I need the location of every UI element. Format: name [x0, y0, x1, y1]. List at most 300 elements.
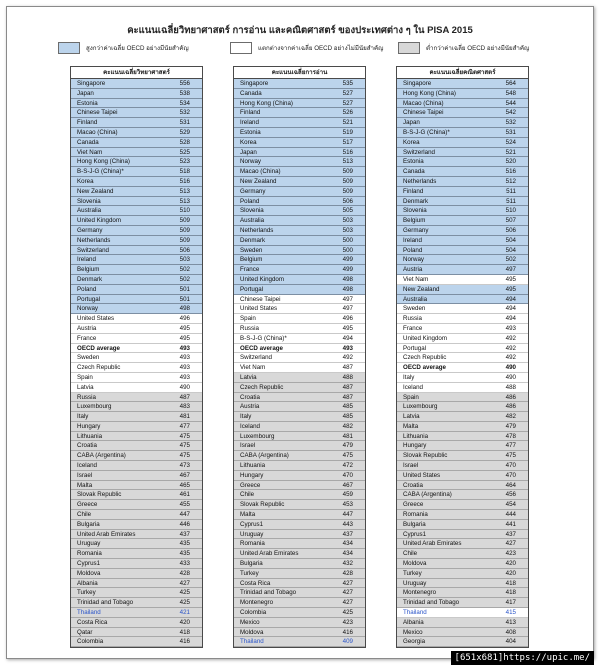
score-value: 404 [505, 638, 516, 646]
table-row [234, 383, 365, 393]
table-row [71, 539, 202, 549]
table-row [397, 138, 528, 148]
country-name: Moldova [77, 569, 101, 577]
country-name: Uruguay [240, 530, 264, 538]
score-value: 495 [342, 324, 353, 332]
country-name: Malta [403, 422, 419, 430]
score-value: 475 [505, 452, 516, 460]
country-name: Denmark [403, 197, 429, 205]
score-value: 454 [505, 501, 516, 509]
score-value: 506 [342, 197, 353, 205]
country-name: Ireland [77, 256, 96, 264]
country-name: Luxembourg [403, 403, 438, 411]
table-row [397, 461, 528, 471]
legend-label-above: สูงกว่าค่าเฉลี่ย OECD อย่างมีนัยสำคัญ [86, 45, 189, 52]
country-name: Australia [240, 217, 265, 225]
table-row [71, 549, 202, 559]
score-value: 417 [505, 599, 516, 607]
table-row [397, 451, 528, 461]
table-row [234, 118, 365, 128]
table-row [397, 79, 528, 89]
country-name: New Zealand [240, 177, 277, 185]
table-row [397, 373, 528, 383]
country-name: Belgium [240, 256, 263, 264]
country-name: CABA (Argentina) [403, 491, 452, 499]
table-row [397, 481, 528, 491]
table-row [71, 441, 202, 451]
table-row [397, 383, 528, 393]
score-value: 423 [505, 550, 516, 558]
country-name: Croatia [77, 442, 97, 450]
score-value: 427 [179, 579, 190, 587]
country-name: Singapore [77, 80, 106, 87]
country-name: B-S-J-G (China)* [77, 168, 124, 176]
table-row [397, 334, 528, 344]
table-row [71, 530, 202, 540]
country-name: Trinidad and Tobago [403, 599, 460, 607]
country-name: Greece [240, 481, 261, 489]
score-value: 503 [342, 226, 353, 234]
score-value: 490 [505, 364, 516, 372]
country-name: Canada [403, 168, 425, 176]
table-row [71, 324, 202, 334]
score-value: 456 [505, 491, 516, 499]
country-name: Switzerland [240, 354, 272, 362]
table-row [71, 520, 202, 530]
score-value: 475 [179, 442, 190, 450]
country-name: Korea [403, 138, 420, 146]
score-value: 481 [342, 432, 353, 440]
country-name: Costa Rica [240, 579, 271, 587]
score-value: 494 [505, 305, 516, 313]
table-row [397, 510, 528, 520]
table-row [234, 559, 365, 569]
country-name: Iceland [77, 462, 97, 470]
table-row [234, 167, 365, 177]
country-name: Netherlands [240, 226, 274, 234]
score-value: 425 [342, 609, 353, 617]
score-value: 498 [342, 285, 353, 293]
table-row [234, 441, 365, 451]
table-row [397, 569, 528, 579]
country-name: Chinese Taipei [77, 109, 118, 117]
table-row [397, 579, 528, 589]
country-name: Russia [403, 315, 422, 323]
table-row [397, 520, 528, 530]
score-value: 427 [342, 589, 353, 597]
table-row [71, 128, 202, 138]
score-value: 495 [179, 324, 190, 332]
score-value: 529 [179, 128, 190, 136]
country-name: United States [240, 305, 278, 313]
table-row [234, 128, 365, 138]
score-value: 487 [179, 393, 190, 401]
score-value: 420 [505, 569, 516, 577]
table-row [397, 197, 528, 207]
table-row [71, 422, 202, 432]
score-value: 521 [505, 148, 516, 156]
country-name: Czech Republic [240, 383, 284, 391]
score-value: 477 [179, 422, 190, 430]
table-row [397, 206, 528, 216]
country-name: Viet Nam [403, 275, 429, 283]
table-row [234, 226, 365, 236]
legend-swatch-below [398, 42, 420, 54]
score-value: 493 [179, 354, 190, 362]
score-value: 511 [506, 187, 516, 195]
country-name: Viet Nam [77, 148, 103, 156]
country-name: Romania [240, 540, 265, 548]
country-name: Korea [77, 177, 94, 185]
score-value: 475 [179, 452, 190, 460]
table-row [397, 608, 528, 618]
country-name: United Arab Emirates [240, 550, 299, 558]
country-name: Uruguay [77, 540, 101, 548]
table-row [71, 285, 202, 295]
table-row [397, 295, 528, 305]
legend [0, 42, 600, 54]
country-name: Bulgaria [240, 560, 263, 568]
country-name: Macao (China) [77, 128, 118, 136]
score-value: 425 [179, 599, 190, 607]
table-row [71, 412, 202, 422]
score-value: 505 [342, 207, 353, 215]
score-value: 497 [342, 295, 353, 303]
table-row [71, 432, 202, 442]
table-row [234, 412, 365, 422]
score-value: 510 [505, 207, 516, 215]
score-value: 461 [179, 491, 190, 499]
score-value: 465 [179, 481, 190, 489]
country-name: Israel [77, 471, 93, 479]
score-value: 427 [342, 579, 353, 587]
country-name: Chinese Taipei [240, 295, 281, 303]
country-name: Netherlands [403, 177, 437, 185]
country-name: Germany [77, 226, 103, 234]
country-name: Italy [403, 373, 415, 381]
table-row [234, 89, 365, 99]
country-name: Macao (China) [403, 99, 444, 107]
country-name: Estonia [240, 128, 261, 136]
score-value: 506 [179, 246, 190, 254]
table-row [397, 99, 528, 109]
score-value: 493 [505, 324, 516, 332]
country-name: Austria [77, 324, 97, 332]
table-row [234, 402, 365, 412]
score-value: 516 [179, 177, 190, 185]
table-row [71, 481, 202, 491]
country-name: Portugal [240, 285, 264, 293]
score-value: 437 [505, 530, 516, 538]
table-row [71, 148, 202, 158]
score-value: 500 [342, 246, 353, 254]
score-value: 496 [179, 315, 190, 323]
score-value: 504 [505, 246, 516, 254]
score-value: 512 [505, 177, 516, 185]
score-value: 478 [505, 432, 516, 440]
country-name: Hong Kong (China) [77, 158, 130, 166]
table-row [397, 363, 528, 373]
country-name: Australia [77, 207, 102, 215]
table-row [71, 157, 202, 167]
country-name: Slovak Republic [77, 491, 122, 499]
score-value: 444 [505, 511, 516, 519]
table-row [397, 304, 528, 314]
country-name: Bulgaria [403, 520, 426, 528]
country-name: Germany [240, 187, 266, 195]
country-name: Finland [77, 119, 98, 127]
table-row [397, 148, 528, 158]
country-name: Finland [240, 109, 261, 117]
table-row [71, 206, 202, 216]
table-row [234, 608, 365, 618]
score-value: 509 [342, 187, 353, 195]
table-row [397, 167, 528, 177]
country-name: Belgium [77, 266, 100, 274]
table-row [234, 265, 365, 275]
score-value: 564 [505, 80, 516, 87]
country-name: Estonia [403, 158, 424, 166]
table-row [234, 422, 365, 432]
score-value: 525 [179, 148, 190, 156]
country-name: France [240, 266, 260, 274]
table-row [71, 393, 202, 403]
table-row [71, 167, 202, 177]
table-row [71, 608, 202, 618]
table-row [397, 412, 528, 422]
table-row [234, 275, 365, 285]
table-row [397, 265, 528, 275]
table-row [234, 363, 365, 373]
table-row [71, 177, 202, 187]
score-value: 509 [342, 168, 353, 176]
table-row [71, 500, 202, 510]
table-row [234, 530, 365, 540]
table-row [234, 177, 365, 187]
score-value: 467 [342, 481, 353, 489]
score-value: 513 [179, 187, 190, 195]
country-name: Russia [77, 393, 96, 401]
country-name: Montenegro [403, 589, 437, 597]
country-name: Chinese Taipei [403, 109, 444, 117]
score-value: 535 [342, 80, 353, 87]
score-value: 528 [179, 138, 190, 146]
table-row [71, 569, 202, 579]
score-value: 493 [342, 344, 353, 352]
score-value: 516 [505, 168, 516, 176]
country-name: Czech Republic [77, 364, 121, 372]
score-value: 503 [179, 256, 190, 264]
score-value: 494 [342, 334, 353, 342]
table-row [397, 539, 528, 549]
table-row [397, 177, 528, 187]
country-name: Cyprus1 [77, 560, 101, 568]
table-row [71, 579, 202, 589]
table-row [234, 539, 365, 549]
country-name: Japan [403, 119, 420, 127]
country-name: Trinidad and Tobago [240, 589, 297, 597]
country-name: Slovak Republic [403, 452, 448, 460]
score-value: 510 [179, 207, 190, 215]
table-row [234, 138, 365, 148]
score-value: 453 [342, 501, 353, 509]
table-row [71, 598, 202, 608]
score-value: 520 [505, 158, 516, 166]
country-name: Spain [77, 373, 93, 381]
country-name: Poland [240, 197, 260, 205]
score-value: 497 [342, 305, 353, 313]
table-row [234, 197, 365, 207]
country-name: Montenegro [240, 599, 274, 607]
table-row [397, 324, 528, 334]
reading-table [233, 66, 366, 648]
country-name: Viet Nam [240, 364, 266, 372]
country-name: Romania [403, 511, 428, 519]
table-row [234, 490, 365, 500]
score-value: 509 [179, 217, 190, 225]
table-row [397, 471, 528, 481]
table-row [234, 579, 365, 589]
country-name: Greece [403, 501, 424, 509]
country-name: Mexico [240, 618, 260, 626]
score-value: 475 [179, 432, 190, 440]
score-value: 479 [505, 422, 516, 430]
table-row [71, 246, 202, 256]
country-name: Cyprus1 [240, 520, 264, 528]
country-name: Denmark [77, 275, 103, 283]
score-value: 502 [505, 256, 516, 264]
table-row [71, 402, 202, 412]
science-table-body [71, 79, 202, 647]
score-value: 499 [342, 256, 353, 264]
score-value: 504 [505, 236, 516, 244]
country-name: Hungary [240, 471, 264, 479]
score-value: 534 [179, 99, 190, 107]
reading-table-header: คะแนนเฉลี่ยการอ่าน [234, 67, 365, 79]
score-value: 509 [179, 236, 190, 244]
table-row [71, 295, 202, 305]
legend-item-below [398, 42, 529, 54]
score-value: 506 [505, 226, 516, 234]
country-name: Estonia [77, 99, 98, 107]
table-row [234, 187, 365, 197]
score-value: 467 [179, 471, 190, 479]
country-name: Ireland [240, 119, 259, 127]
country-name: Denmark [240, 236, 266, 244]
country-name: Colombia [240, 609, 267, 617]
country-name: Ireland [403, 236, 422, 244]
country-name: Mexico [403, 628, 423, 636]
score-value: 509 [342, 177, 353, 185]
score-value: 472 [342, 462, 353, 470]
table-row [234, 79, 365, 89]
score-value: 418 [505, 579, 516, 587]
score-value: 447 [342, 511, 353, 519]
country-name: Belgium [403, 217, 426, 225]
score-value: 490 [505, 373, 516, 381]
country-name: Albania [403, 618, 424, 626]
score-value: 500 [342, 236, 353, 244]
table-row [234, 598, 365, 608]
table-row [234, 236, 365, 246]
score-value: 482 [505, 413, 516, 421]
score-value: 495 [505, 275, 516, 283]
country-name: Poland [77, 285, 97, 293]
country-name: Hong Kong (China) [403, 89, 456, 97]
score-value: 455 [179, 501, 190, 509]
score-value: 524 [505, 138, 516, 146]
score-value: 502 [179, 266, 190, 274]
watermark: [651x681]https://upic.me/ [451, 651, 594, 665]
score-value: 487 [342, 393, 353, 401]
score-value: 516 [342, 148, 353, 156]
score-value: 435 [179, 550, 190, 558]
country-name: Japan [77, 89, 94, 97]
legend-swatch-same [230, 42, 252, 54]
score-value: 521 [342, 119, 353, 127]
country-name: Croatia [240, 393, 260, 401]
country-name: Norway [403, 256, 424, 264]
score-value: 556 [179, 80, 190, 87]
table-row [71, 373, 202, 383]
country-name: Hong Kong (China) [240, 99, 293, 107]
country-name: Latvia [77, 383, 94, 391]
table-row [234, 637, 365, 647]
table-row [397, 588, 528, 598]
country-name: Hungary [77, 422, 101, 430]
country-name: New Zealand [403, 285, 440, 293]
score-value: 519 [342, 128, 353, 136]
score-value: 518 [179, 168, 190, 176]
table-row [71, 451, 202, 461]
score-value: 420 [505, 560, 516, 568]
score-value: 446 [179, 520, 190, 528]
table-row [397, 628, 528, 638]
table-row [234, 451, 365, 461]
table-row [397, 89, 528, 99]
table-row [397, 432, 528, 442]
table-row [71, 226, 202, 236]
score-value: 501 [179, 295, 190, 303]
country-name: Luxembourg [77, 403, 112, 411]
table-row [71, 510, 202, 520]
table-row [234, 569, 365, 579]
table-row [71, 637, 202, 647]
score-value: 420 [179, 618, 190, 626]
country-name: Chile [403, 550, 418, 558]
country-name: Albania [77, 579, 98, 587]
country-name: United Kingdom [240, 275, 285, 283]
legend-label-below: ต่ำกว่าค่าเฉลี่ย OECD อย่างมีนัยสำคัญ [426, 45, 530, 52]
table-row [234, 148, 365, 158]
country-name: Norway [77, 305, 98, 313]
math-table-body [397, 79, 528, 647]
score-value: 526 [342, 109, 353, 117]
math-table-header: คะแนนเฉลี่ยคณิตศาสตร์ [397, 67, 528, 79]
country-name: France [77, 334, 97, 342]
table-row [397, 441, 528, 451]
score-value: 418 [505, 589, 516, 597]
table-row [71, 353, 202, 363]
score-value: 481 [179, 413, 190, 421]
table-row [397, 157, 528, 167]
table-row [71, 255, 202, 265]
score-value: 473 [179, 462, 190, 470]
score-value: 486 [505, 403, 516, 411]
table-row [234, 206, 365, 216]
country-name: Thailand [240, 638, 264, 646]
score-value: 487 [342, 364, 353, 372]
